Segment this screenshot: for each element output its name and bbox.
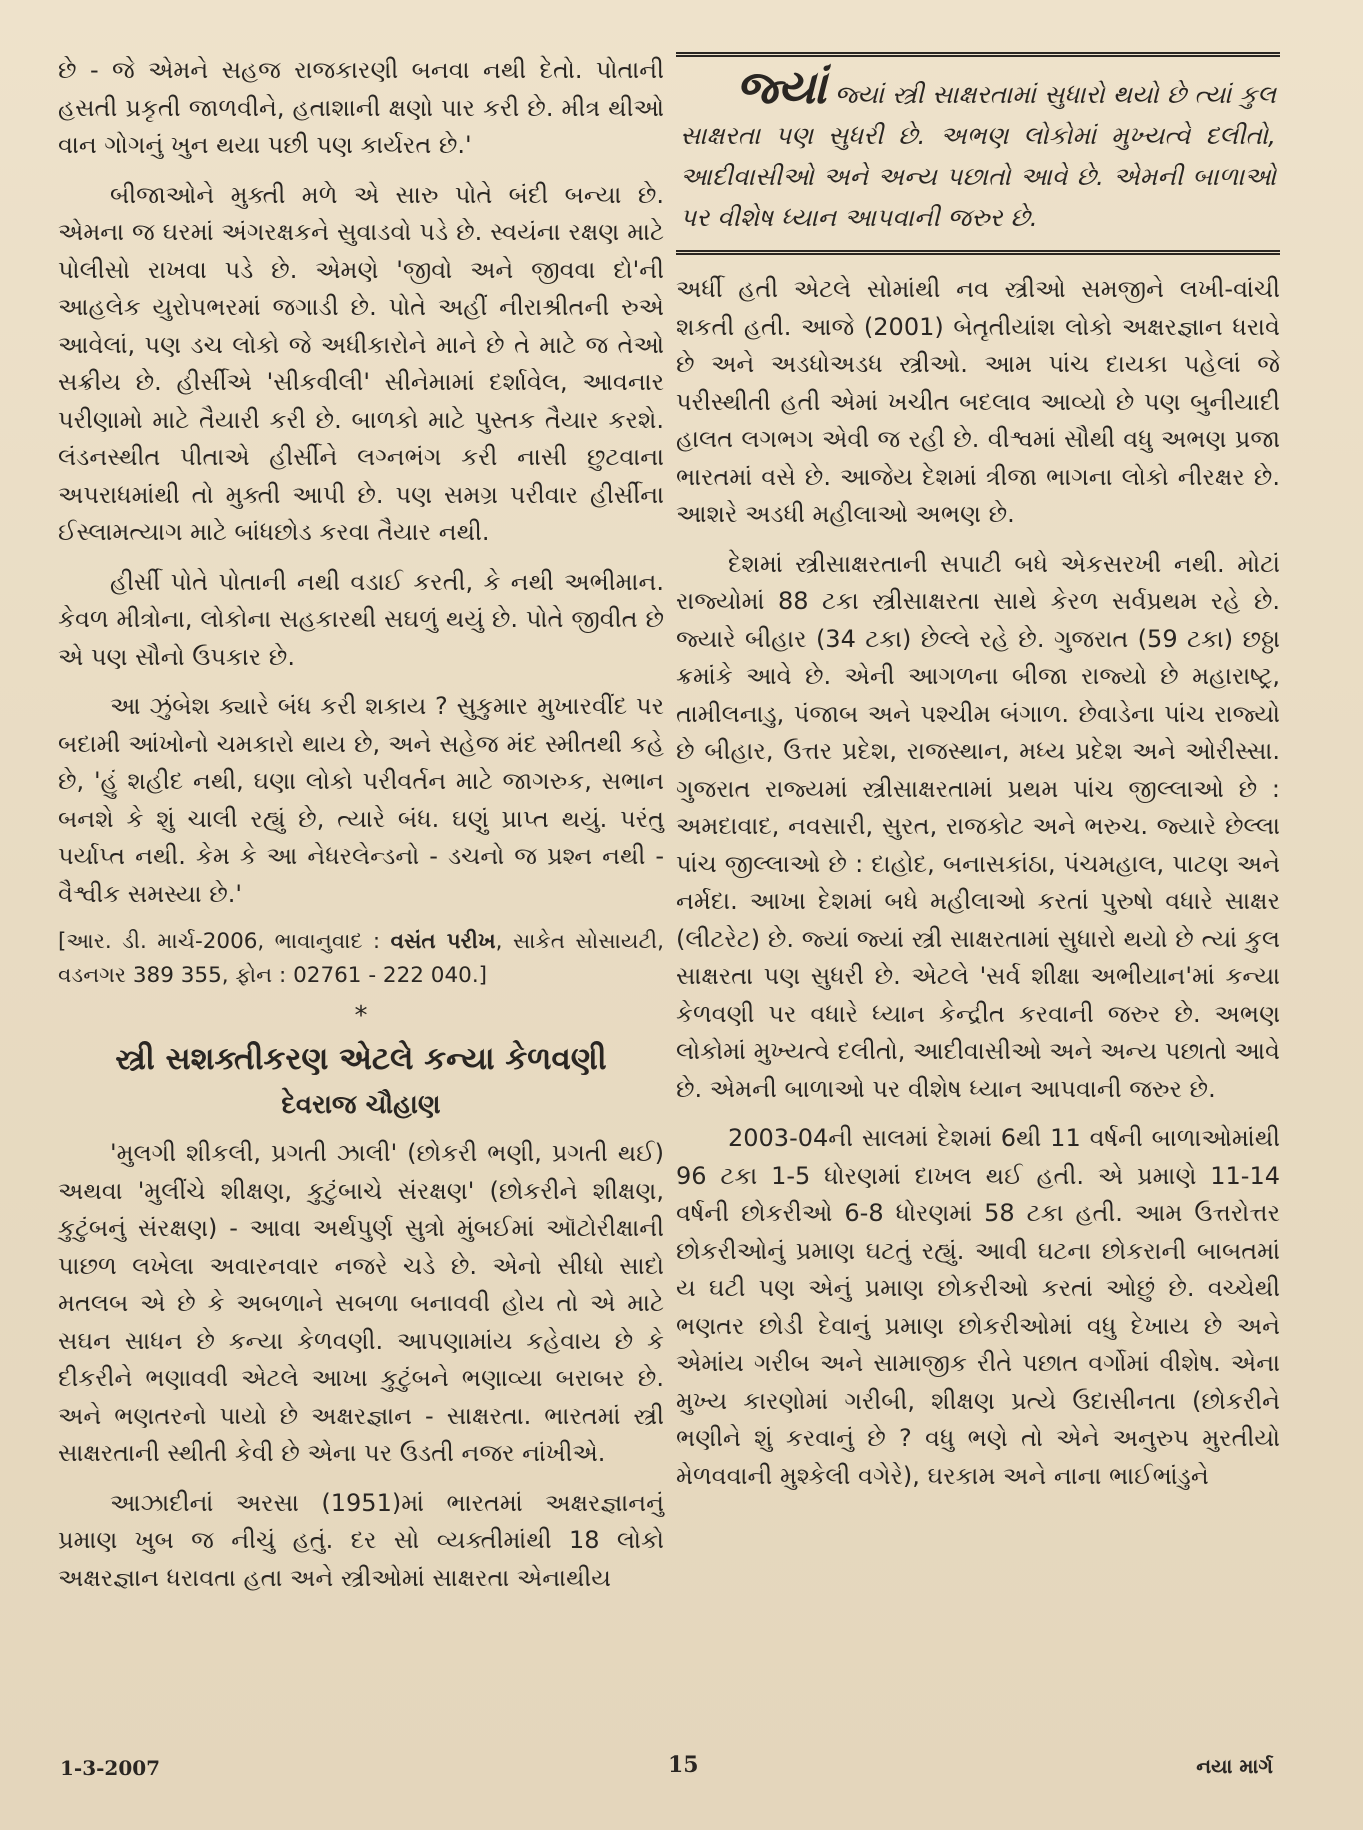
paragraph: દેશમાં સ્ત્રીસાક્ષરતાની સપાટી બધે એકસરખી નથી. મોટાં રાજ્યોમાં 88 ટકા સ્ત્રીસાક્ષરતા સાથે કેરળ સર્વપ્રથમ રહે છે. જ્યારે બીહાર (34 ટકા) છેલ્લે રહે છે. ગુજરાત (59 ટકા) છઠ્ઠા ક્રમાંકે આવે છે. એની આગળના બીજા રાજ્યો છે મહારાષ્ટ્ર, તામીલનાડુ, પંજાબ અને પશ્ચીમ બંગાળ. છેવાડેના પાંચ રાજ્યો છે બીહાર, ઉત્તર પ્રદેશ, રાજસ્થાન, મધ્ય પ્રદેશ અને ઓરીસ્સા. ગુજરાત રાજ્યમાં સ્ત્રીસાક્ષરતામાં પ્રથમ પાંચ જીલ્લાઓ છે : અમદાવાદ, નવસારી, સુરત, રાજકોટ અને ભરુચ. જ્યારે છેલ્લા પાંચ જીલ્લાઓ છે : દાહોદ, બનાસકાંઠા, પંચમહાલ, પાટણ અને નર્મદા. આખા દેશમાં બધે મહીલાઓ કરતાં પુરુષો વધારે સાક્ષર (લીટરેટ) છે. જ્યાં જ્યાં સ્ત્રી સાક્ષરતામાં સુધારો થયો છે ત્યાં કુલ સાક્ષરતા પણ સુધરી છે. એટલે 'સર્વ શીક્ષા અભીયાન'માં કન્યા કેળવણી પર વધારે ધ્યાન કેન્દ્રીત કરવાની જરુર છે. અભણ લોકોમાં મુખ્યત્વે દલીતો, આદીવાસીઓ અને અન્ય પછાતો આવે છે. એમની બાળાઓ પર વીશેષ ધ્યાન આપવાની જરુર છે.: [676, 549, 1280, 1103]
credit-prefix: [આર. ડી. માર્ચ-2006, ભાવાનુવાદ :: [58, 929, 391, 954]
paragraph: 2003-04ની સાલમાં દેશમાં 6થી 11 વર્ષની બાળાઓમાંથી 96 ટકા 1-5 ધોરણમાં દાખલ થઈ હતી. એ પ્રમાણે 11-14 વર્ષની છોકરીઓ 6-8 ધોરણમાં 58 ટકા હતી. આમ ઉત્તરોત્તર છોકરીઓનું પ્રમાણ ઘટતું રહ્યું. આવી ઘટના છોકરાની બાબતમાં ય ઘટી પણ એનું પ્રમાણ છોકરીઓ કરતાં ઓછું છે. વચ્ચેથી ભણતર છોડી દેવાનું પ્રમાણ છોકરીઓમાં વધુ દેખાય છે અને એમાંય ગરીબ અને સામાજીક રીતે પછાત વર્ગોમાં વીશેષ. એના મુખ્ય કારણોમાં ગરીબી, શીક્ષણ પ્રત્યે ઉદાસીનતા (છોકરીને ભણીને શું કરવાનું છે ? વધુ ભણે તો એને અનુરુપ મુરતીયો મેળવવાની મુશ્કેલી વગેરે), ઘરકામ અને નાના ભાઈભાંડુને: [676, 1124, 1280, 1490]
issue-date: 1-3-2007: [60, 1756, 161, 1780]
translator-name: વસંત પરીખ: [390, 929, 496, 954]
paragraph: અર્ધી હતી એટલે સોમાંથી નવ સ્ત્રીઓ સમજીને લખી-વાંચી શકતી હતી. આજે (2001) બેતૃતીયાંશ લોકો અક્ષરજ્ઞાન ધરાવે છે અને અડધોઅડધ સ્ત્રીઓ. આમ પાંચ દાયકા પહેલાં જે પરીસ્થીતી હતી એમાં ખચીત બદલાવ આવ્યો છે પણ બુનીયાદી હાલત લગભગ એવી જ રહી છે. વીશ્વમાં સૌથી વધુ અભણ પ્રજા ભારતમાં વસે છે. આજેય દેશમાં ત્રીજા ભાગના લોકો નીરક્ષર છે. આશરે અડધી મહીલાઓ અભણ છે.: [676, 275, 1280, 528]
left-column: [58, 52, 664, 1609]
article-author: દેવરાજ ચૌહાણ: [281, 1090, 441, 1120]
source-credit: [58, 925, 664, 993]
magazine-name: નયા માર્ગ: [1196, 1754, 1273, 1778]
page-number: 15: [668, 1752, 699, 1778]
paragraph: છે - જે એમને સહજ રાજકારણી બનવા નથી દેતો. પોતાની હસતી પ્રકૃતી જાળવીને, હતાશાની ક્ષણો પાર કરી છે. મીત્ર થીઓ વાન ગોગનું ખુન થયા પછી પણ કાર્યરત છે.': [58, 56, 664, 159]
pull-quote-text: જ્યાં સ્ત્રી સાક્ષરતામાં સુધારો થયો છે ત્યાં કુલ સાક્ષરતા પણ સુધરી છે. અભણ લોકોમાં મુખ્યત્વે દલીતો, આદીવાસીઓ અને અન્ય પછાતો આવે છે. એમની બાળાઓ પર વીશેષ ધ્યાન આપવાની જરુર છે.: [680, 80, 1276, 232]
credit-suffix: , સાકેત સોસાયટી, વડનગર 389 355, ફોન : 02761 - 222 040.]: [58, 929, 664, 988]
paragraph: હીર્સી પોતે પોતાની નથી વડાઈ કરતી, કે નથી અભીમાન. કેવળ મીત્રોના, લોકોના સહકારથી સઘળું થયું છે. પોતે જીવીત છે એ પણ સૌનો ઉપકાર છે.: [58, 567, 664, 671]
right-column: [676, 52, 1280, 1507]
section-separator: *: [354, 1001, 368, 1031]
paragraph: આ ઝુંબેશ ક્યારે બંધ કરી શકાય ? સુકુમાર મુખારવીંદ પર બદામી આંખોનો ચમકારો થાય છે, અને સહેજ મંદ સ્મીતથી કહે છે, 'હું શહીદ નથી, ઘણા લોકો પરીવર્તન માટે જાગરુક, સભાન બનશે કે શું ચાલી રહ્યું છે, ત્યારે બંધ. ઘણું પ્રાપ્ત થયું. પરંતુ પર્યાપ્ત નથી. કેમ કે આ નેધરલેન્ડનો - ડચનો જ પ્રશ્ન નથી - વૈશ્વીક સમસ્યા છે.': [58, 692, 664, 908]
paragraph: બીજાઓને મુક્તી મળે એ સારુ પોતે બંદી બન્યા છે. એમના જ ઘરમાં અંગરક્ષકને સુવાડવો પડે છે. સ્વયંના રક્ષણ માટે પોલીસો રાખવા પડે છે. એમણે 'જીવો અને જીવવા દો'ની આહલેક યુરોપભરમાં જગાડી છે. પોતે અહીં નીરાશ્રીતની રુએ આવેલાં, પણ ડચ લોકો જે અધીકારોને માને છે તે માટે જ તેઓ સક્રીય છે. હીર્સીએ 'સીકવીલી' સીનેમામાં દર્શાવેલ, આવનાર પરીણામો માટે તૈયારી કરી છે. બાળકો માટે પુસ્તક તૈયાર કરશે. લંડનસ્થીત પીતાએ હીર્સીને લગ્નભંગ કરી નાસી છુટવાના અપરાધમાંથી તો મુક્તી આપી છે. પણ સમગ્ર પરીવાર હીર્સીના ઈસ્લામત્યાગ માટે બાંધછોડ કરવા તૈયાર નથી.: [58, 180, 664, 546]
page-footer: [0, 1752, 1363, 1792]
pull-quote-lead: જ્યાં: [736, 60, 827, 114]
pull-quote: [676, 52, 1280, 255]
article-title: સ્ત્રી સશક્તીકરણ એટલે કન્યા કેળવણી: [115, 1041, 607, 1077]
paragraph: 'મુલગી શીકલી, પ્રગતી ઝાલી' (છોકરી ભણી, પ્રગતી થઈ) અથવા 'મુલીંચે શીક્ષણ, કુટુંબાચે સંરક્ષણ' (છોકરીને શીક્ષણ, કુટુંબનું સંરક્ષણ) - આવા અર્થપુર્ણ સુત્રો મુંબઈમાં ઑટોરીક્ષાની પાછળ લખેલા અવારનવાર નજરે ચડે છે. એનો સીધો સાદો મતલબ એ છે કે અબળાને સબળા બનાવવી હોય તો એ માટે સઘન સાધન છે કન્યા કેળવણી. આપણામાંય કહેવાય છે કે દીકરીને ભણાવવી એટલે આખા કુટુંબને ભણાવ્યા બરાબર છે. અને ભણતરનો પાયો છે અક્ષરજ્ઞાન - સાક્ષરતા. ભારતમાં સ્ત્રી સાક્ષરતાની સ્થીતી કેવી છે એના પર ઉડતી નજર નાંખીએ.: [58, 1139, 664, 1467]
paragraph: આઝાદીનાં અરસા (1951)માં ભારતમાં અક્ષરજ્ઞાનનું પ્રમાણ ખુબ જ નીચું હતું. દર સો વ્યક્તીમાંથી 18 લોકો અક્ષરજ્ઞાન ધરાવતા હતા અને સ્ત્રીઓમાં સાક્ષરતા એનાથીય: [58, 1488, 664, 1592]
